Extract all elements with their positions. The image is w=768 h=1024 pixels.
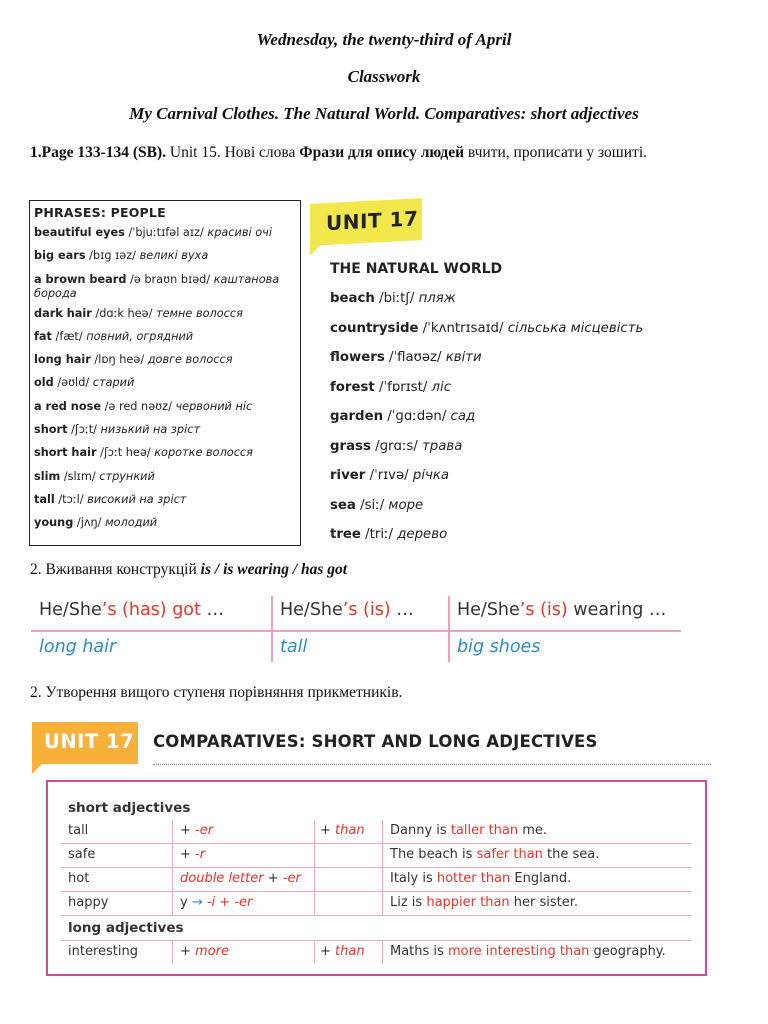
natural-world-item: river /ˈrɪvə/ річка bbox=[330, 468, 450, 483]
unit17-badge bbox=[310, 198, 422, 246]
task1-text-b: вчити, прописати у зошиті. bbox=[464, 144, 647, 161]
comparatives-title: COMPARATIVES: SHORT AND LONG ADJECTIVES bbox=[153, 732, 598, 751]
phrase-item: fat /fæt/ повний, огрядний bbox=[34, 329, 194, 343]
phrase-item: short /ʃɔːt/ низький на зріст bbox=[34, 423, 201, 437]
long-adjective-row bbox=[62, 940, 692, 964]
task1-ref: 1.Page 133-134 (SB). bbox=[30, 144, 167, 161]
short-adjective-row bbox=[62, 868, 692, 892]
adjective: happy bbox=[68, 895, 109, 910]
topic-heading: My Carnival Clothes. The Natural World. Comparatives: short adjectives bbox=[129, 104, 639, 123]
adjective: tall bbox=[68, 823, 89, 838]
example-sentence: Italy is hotter than England. bbox=[390, 871, 572, 886]
natural-world-item: sea /siː/ море bbox=[330, 497, 424, 513]
task2-paragraph bbox=[30, 561, 347, 579]
example-sentence: Maths is more interesting than geography. bbox=[390, 944, 666, 959]
phrases-people-box bbox=[29, 200, 301, 546]
rule: + -er bbox=[180, 823, 214, 838]
short-adjective-row bbox=[62, 892, 692, 916]
phrase-item: a red nose /ə red nəʊz/ червоний ніс bbox=[34, 399, 253, 413]
task2-text: 2. Вживання конструкцій bbox=[30, 561, 201, 578]
natural-world-item: grass /ɡrɑːs/ трава bbox=[330, 438, 463, 454]
rule: + more bbox=[180, 944, 229, 959]
task2-bold: is / is wearing / has got bbox=[200, 561, 348, 578]
phrase-item: dark hair /dɑːk heə/ темне волосся bbox=[34, 306, 243, 320]
task1-bold: Фрази для опису людей bbox=[299, 144, 465, 161]
phrase-item: big ears /bɪɡ ɪəz/ великі вуха bbox=[34, 249, 209, 263]
dotted-divider bbox=[153, 764, 711, 765]
rule: double letter + -er bbox=[180, 871, 301, 886]
rule: + -r bbox=[180, 847, 206, 862]
example-sentence: The beach is safer than the sea. bbox=[390, 847, 600, 862]
long-adjectives-label: long adjectives bbox=[68, 920, 184, 936]
has-got-table bbox=[31, 596, 681, 662]
than-rule: + than bbox=[320, 823, 365, 838]
unit17-badge-label: UNIT 17 bbox=[326, 206, 419, 236]
phrase-item: young /jʌŋ/ молодий bbox=[34, 516, 158, 530]
natural-world-item: countryside /ˈkʌntrɪsaɪd/ сільська місцевість bbox=[330, 320, 644, 336]
phrase-item: old /əʊld/ старий bbox=[34, 376, 135, 390]
unit17-comparatives-badge bbox=[32, 722, 138, 764]
phrase-item: tall /tɔːl/ високий на зріст bbox=[34, 492, 187, 506]
natural-world-item: tree /triː/ дерево bbox=[330, 527, 448, 542]
phrase-item: beautiful eyes /ˈbjuːtɪfəl aɪz/ красиві очі bbox=[34, 226, 272, 239]
natural-world-item: beach /biːtʃ/ пляж bbox=[330, 291, 456, 306]
has-got-example-2: tall bbox=[280, 637, 308, 657]
task1-paragraph bbox=[30, 142, 740, 164]
than-rule: + than bbox=[320, 944, 365, 959]
natural-world-item: flowers /ˈflaʊəz/ квіти bbox=[330, 350, 482, 365]
natural-world-item: forest /ˈfɒrɪst/ ліс bbox=[330, 379, 452, 395]
adjective: interesting bbox=[68, 944, 138, 959]
task1-text-a: Unit 15. Нові слова bbox=[166, 144, 300, 161]
adjective: safe bbox=[68, 847, 96, 862]
has-got-header-1: He/She’s (has) got … bbox=[39, 600, 224, 620]
date-heading: Wednesday, the twenty-third of April bbox=[256, 30, 512, 49]
natural-world-item: garden /ˈɡɑːdən/ сад bbox=[330, 409, 476, 424]
short-adjectives-label: short adjectives bbox=[68, 800, 191, 816]
has-got-header-3: He/She’s (is) wearing … bbox=[457, 600, 667, 620]
task3-paragraph: 2. Утворення вищого ступеня порівняння прикметників. bbox=[30, 684, 403, 701]
phrase-item: long hair /lɒŋ heə/ довге волосся bbox=[34, 353, 233, 367]
has-got-example-3: big shoes bbox=[457, 637, 541, 657]
adjective: hot bbox=[68, 871, 90, 886]
has-got-header-2: He/She’s (is) … bbox=[280, 600, 414, 620]
comparatives-table bbox=[46, 780, 707, 976]
phrase-item: a brown beard /ə braʊn bɪəd/ каштанова борода bbox=[34, 272, 280, 301]
has-got-example-1: long hair bbox=[39, 637, 117, 657]
phrases-list bbox=[34, 226, 296, 531]
phrase-item: short hair /ʃɔːt heə/ коротке волосся bbox=[34, 446, 253, 460]
rule: y → -i + -er bbox=[180, 895, 253, 910]
classwork-heading: Classwork bbox=[347, 67, 421, 86]
phrase-item: slim /slɪm/ стрункий bbox=[34, 469, 155, 483]
example-sentence: Danny is taller than me. bbox=[390, 823, 548, 838]
short-adjective-row bbox=[62, 844, 692, 868]
short-adjective-row bbox=[62, 820, 692, 844]
phrases-title: PHRASES: PEOPLE bbox=[34, 205, 166, 220]
unit17-comparatives-badge-label: UNIT 17 bbox=[44, 730, 135, 753]
natural-world-list bbox=[330, 261, 643, 556]
natural-world-title: THE NATURAL WORLD bbox=[330, 261, 503, 277]
example-sentence: Liz is happier than her sister. bbox=[390, 895, 579, 910]
